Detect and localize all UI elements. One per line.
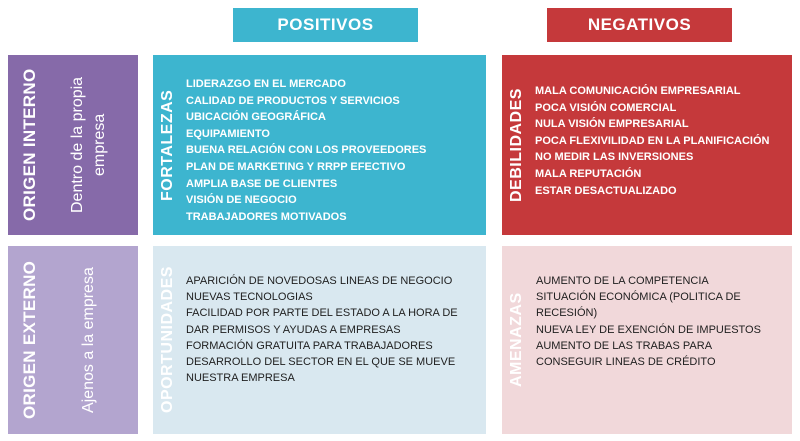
list-item: CALIDAD DE PRODUCTOS Y SERVICIOS xyxy=(186,94,400,107)
list-item: NULA VISIÓN EMPRESARIAL xyxy=(535,118,689,131)
quadrant-amenazas xyxy=(502,246,792,434)
list-item: FORMACIÓN GRATUITA PARA TRABAJADORES xyxy=(186,339,433,352)
list-item: MALA REPUTACIÓN xyxy=(535,167,642,180)
oportunidades-list xyxy=(183,246,458,434)
list-item: EQUIPAMIENTO xyxy=(186,127,270,140)
list-item: TRABAJADORES MOTIVADOS xyxy=(186,210,347,223)
origen-interno-title: ORIGEN INTERNO xyxy=(20,68,39,222)
list-item: DESARROLLO DEL SECTOR EN EL QUE SE MUEVE NUESTRA EMPRESA xyxy=(186,356,456,385)
list-item: AUMENTO DE LA COMPETENCIA xyxy=(536,275,709,287)
list-item: AMPLIA BASE DE CLIENTES xyxy=(186,177,338,190)
origen-interno-subtitle: Dentro de la propia empresa xyxy=(69,76,108,214)
debilidades-label: DEBILIDADES xyxy=(508,88,525,202)
amenazas-label: AMENAZAS xyxy=(508,292,525,388)
list-item: VISIÓN DE NEGOCIO xyxy=(186,194,297,207)
debilidades-list xyxy=(532,55,769,235)
quadrant-fortalezas xyxy=(153,55,486,235)
list-item: UBICACIÓN GEOGRÁFICA xyxy=(186,111,326,124)
origen-externo-title: ORIGEN EXTERNO xyxy=(20,260,39,420)
list-item: LIDERAZGO EN EL MERCADO xyxy=(186,78,346,90)
quadrant-debilidades xyxy=(502,55,792,235)
list-item: POCA VISIÓN COMERCIAL xyxy=(535,101,677,114)
list-item: AUMENTO DE LAS TRABAS PARA CONSEGUIR LINEAS DE CRÉDITO xyxy=(536,339,716,369)
list-item: POCA FLEXIVILIDAD EN LA PLANIFICACIÓN xyxy=(535,134,770,147)
quadrant-oportunidades xyxy=(153,246,486,434)
list-item: SITUACIÓN ECONÓMICA (POLITICA DE RECESIÓN) xyxy=(536,291,741,320)
header-positivos: POSITIVOS xyxy=(233,8,418,42)
list-item: ESTAR DESACTUALIZADO xyxy=(535,184,677,197)
amenazas-list xyxy=(532,246,761,434)
list-item: NO MEDIR LAS INVERSIONES xyxy=(535,151,694,164)
list-item: APARICIÓN DE NOVEDOSAS LINEAS DE NEGOCIO xyxy=(186,275,453,287)
list-item: FACILIDAD POR PARTE DEL ESTADO A LA HORA DE DAR PERMISOS Y AYUDAS A EMPRESAS xyxy=(186,307,458,336)
list-item: PLAN DE MARKETING Y RRPP EFECTIVO xyxy=(186,160,406,173)
origen-externo-subtitle: Ajenos a la empresa xyxy=(80,267,97,413)
list-item: MALA COMUNICACIÓN EMPRESARIAL xyxy=(535,85,741,97)
oportunidades-label: OPORTUNIDADES xyxy=(159,266,176,414)
row-origen-externo xyxy=(8,246,138,434)
list-item: BUENA RELACIÓN CON LOS PROVEEDORES xyxy=(186,144,427,157)
list-item: NUEVA LEY DE EXENCIÓN DE IMPUESTOS xyxy=(536,323,761,336)
row-origen-interno xyxy=(8,55,138,235)
header-negativos: NEGATIVOS xyxy=(547,8,732,42)
list-item: NUEVAS TECNOLOGIAS xyxy=(186,291,313,304)
fortalezas-label: FORTALEZAS xyxy=(159,89,176,201)
fortalezas-list xyxy=(183,55,426,235)
